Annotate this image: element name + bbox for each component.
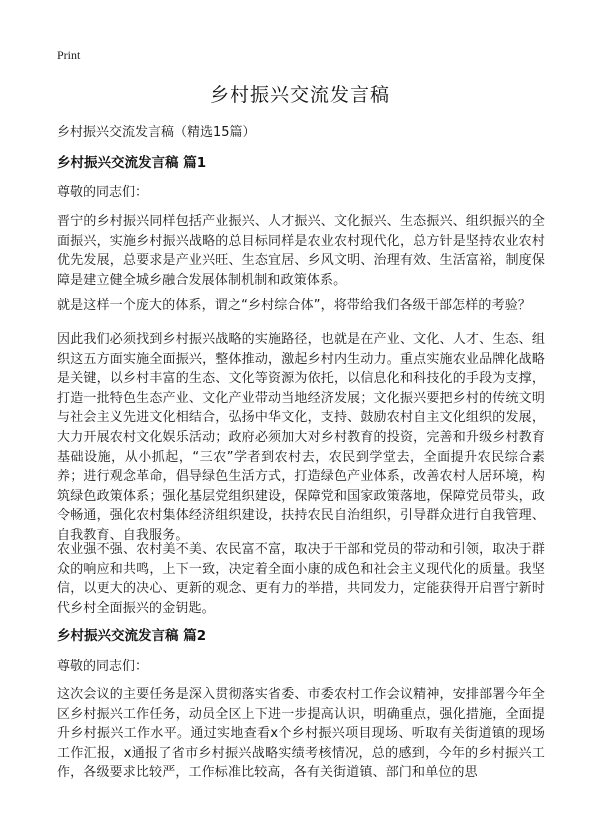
section-paragraph: 因此我们必须找到乡村振兴战略的实施路径，也就是在产业、文化、人才、生态、组织这五方面实施全面振兴，整体推动，激起乡村内生动力。重点实施农业品牌化战略是关键，以乡村丰富的生态、文化等资源为依托，以信息化和科技化的手段为支撑，打造一批特色生态产业、文化产业带动当地经济发展；文化振兴要把乡村的传统文明与社会主义先进文化相结合，弘扬中华文化，支持、鼓励农村自主文化组织的发展，大力开展农村文化娱乐活动；政府必须加大对乡村教育的投资，完善和升级乡村教育基础设施，从小抓起，“三农”学者到农村去，农民到学堂去，全面提升农民综合素养；进行观念革命，倡导绿色生活方式，打造绿色产业体系，改善农村人居环境，构筑绿色政策体系；强化基层党组织建设，保障党和国家政策落地，保障党员带头，政令畅通，强化农村集体经济组织建设，扶持农民自治组织，引导群众进行自我管理、自我教育、自我服务。 [57, 332, 545, 543]
section-title: 乡村振兴交流发言稿 篇1 [57, 155, 207, 171]
section-paragraph: 这次会议的主要任务是深入贯彻落实省委、市委农村工作会议精神，安排部署今年全区乡村振兴工作任务，动员全区上下进一步提高认识，明确重点，强化措施，全面提升乡村振兴工作水平。通过实地查看x个乡村振兴项目现场、听取有关街道镇的现场工作汇报，x通报了省市乡村振兴战略实绩考核情况，总的感到，今年的乡村振兴工作，各级要求比较严，工作标准比较高，各有关街道镇、部门和单位的思 [57, 687, 545, 781]
section-greeting: 尊敬的同志们： [57, 185, 149, 200]
document-subtitle: 乡村振兴交流发言稿（精选15篇） [57, 125, 256, 140]
print-link[interactable]: Print [57, 48, 81, 62]
document-title: 乡村振兴交流发言稿 [209, 84, 390, 106]
section-greeting: 尊敬的同志们： [57, 659, 149, 674]
section-paragraph: 就是这样一个庞大的体系，谓之“乡村综合体”，将带给我们各级干部怎样的考验？ [57, 298, 532, 313]
section-paragraph: 农业强不强、农村美不美、农民富不富，取决于干部和党员的带动和引领，取决于群众的响应和共鸣，上下一致，决定着全面小康的成色和社会主义现代化的质量。我坚信，以更大的决心、更新的观念、更有力的举措，共同发力，定能获得开启晋宁新时代乡村全面振兴的金钥匙。 [57, 542, 545, 616]
section-paragraph: 晋宁的乡村振兴同样包括产业振兴、人才振兴、文化振兴、生态振兴、组织振兴的全面振兴，实施乡村振兴战略的总目标同样是农业农村现代化，总方针是坚持农业农村优先发展，总要求是产业兴旺、生态宜居、乡风文明、治理有效、生活富裕，制度保障是建立健全城乡融合发展体制机制和政策体系。 [57, 214, 545, 288]
section-title: 乡村振兴交流发言稿 篇2 [57, 628, 207, 644]
